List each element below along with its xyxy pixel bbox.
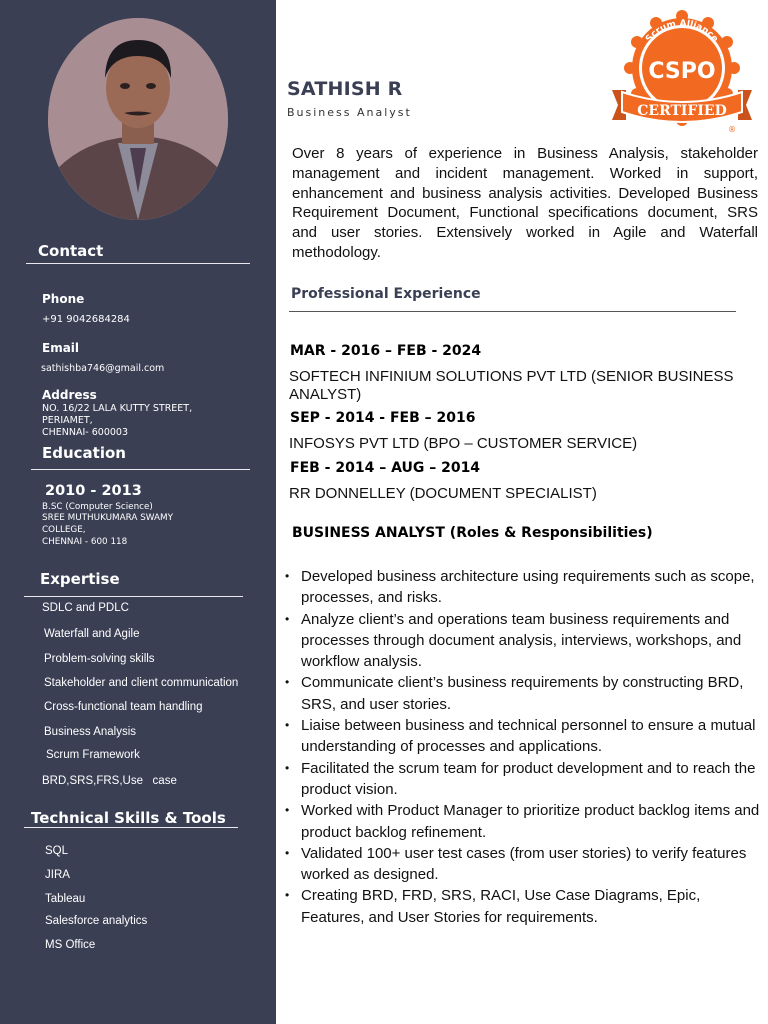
candidate-name: SATHISH R (287, 78, 403, 100)
job-company: SOFTECH INFINIUM SOLUTIONS PVT LTD (SENIOR BUSINESS ANALYST) (289, 368, 734, 403)
responsibility-text: Creating BRD, FRD, SRS, RACI, Use Case Diagrams, Epic, Features, and User Stories for requirements. (301, 887, 701, 926)
list-item (285, 800, 767, 843)
list-item (285, 758, 767, 801)
responsibility-text: Facilitated the scrum team for product development and to reach the product vision. (301, 759, 756, 798)
candidate-role: Business Analyst (287, 106, 412, 119)
bullet-icon: • (285, 760, 290, 775)
job-company: INFOSYS PVT LTD (BPO – CUSTOMER SERVICE) (289, 435, 638, 452)
phone-label: Phone (42, 292, 85, 306)
education-city: CHENNAI - 600 118 (42, 537, 128, 547)
bullet-icon: • (285, 888, 290, 903)
tool-item: Salesforce analytics (45, 915, 148, 927)
tools-heading: Technical Skills & Tools (31, 809, 226, 827)
tools-divider (24, 827, 238, 828)
list-item (285, 843, 767, 886)
expertise-item: Cross-functional team handling (44, 701, 203, 713)
list-item (285, 715, 767, 758)
address-line: PERIAMET, (42, 415, 93, 426)
phone-number: +91 9042684284 (42, 314, 130, 325)
responsibility-text: Communicate client’s business requirements by constructing BRD, SRS, and user stories. (301, 674, 744, 713)
bullet-icon: • (285, 569, 290, 583)
email-label: Email (42, 341, 80, 355)
job-period: FEB - 2014 – AUG – 2014 (290, 460, 481, 476)
responsibility-text: Liaise between business and technical personnel to ensure a mutual understanding of processes and applications. (301, 717, 756, 756)
expertise-heading: Expertise (40, 570, 120, 588)
bullet-icon: • (285, 718, 290, 733)
list-item (285, 566, 767, 609)
expertise-item: BRD,SRS,FRS,Use case (42, 775, 177, 787)
email-address: sathishba746@gmail.com (41, 363, 165, 374)
responsibility-text: Validated 100+ user test cases (from user stories) to verify features worked as designed. (301, 844, 747, 884)
responsibilities-list (285, 566, 767, 928)
tool-item: Tableau (45, 893, 86, 905)
professional-summary: Over 8 years of experience in Business Analysis, stakeholder management and incident management. Worked in support, enhancement and business analysis activities. Developed Business Requirement Document, Functional specifications document, SRS and user stories. Extensively worked in Agile and Waterfall methodology. (292, 145, 758, 261)
address-line: NO. 16/22 LALA KUTTY STREET, (42, 403, 193, 414)
education-years: 2010 - 2013 (45, 483, 142, 499)
contact-divider (26, 263, 250, 264)
address-line: CHENNAI- 600003 (42, 427, 129, 438)
responsibility-text: Analyze client’s and operations team business requirements and processes through document analysis, interviews, workshops, and workflow analysis. (301, 610, 742, 671)
list-item (285, 885, 767, 928)
expertise-item: Stakeholder and client communication (44, 677, 239, 689)
expertise-item: Waterfall and Agile (44, 628, 140, 640)
education-degree: B.SC (Computer Science) (42, 502, 153, 512)
profile-photo (48, 18, 228, 220)
badge-registered-mark: ® (728, 125, 736, 134)
job-company: RR DONNELLEY (DOCUMENT SPECIALIST) (289, 485, 597, 502)
bullet-icon: • (285, 803, 290, 818)
badge-ribbon-text: CERTIFIED (637, 103, 727, 119)
bullet-icon: • (285, 675, 290, 690)
list-item (285, 609, 767, 673)
expertise-item: Scrum Framework (46, 749, 140, 761)
education-college: COLLEGE, (42, 525, 86, 535)
responsibility-text: Developed business architecture using requirements such as scope, processes, and risks. (301, 568, 755, 607)
responsibilities-heading: BUSINESS ANALYST (Roles & Responsibilities) (292, 525, 653, 541)
badge-org: Scrum Alliance (644, 18, 720, 45)
profile-photo-image (48, 18, 228, 220)
expertise-item: Problem-solving skills (44, 653, 155, 665)
sidebar (0, 0, 276, 1024)
experience-divider (289, 311, 736, 312)
expertise-item: SDLC and PDLC (42, 602, 129, 614)
list-item (285, 672, 767, 715)
expertise-item: Business Analysis (44, 726, 137, 738)
address-label: Address (42, 388, 97, 402)
contact-heading: Contact (38, 242, 104, 260)
job-period: SEP - 2014 - FEB – 2016 (290, 410, 476, 426)
experience-heading: Professional Experience (291, 286, 481, 302)
job-period: MAR - 2016 – FEB - 2024 (290, 343, 482, 359)
education-college: SREE MUTHUKUMARA SWAMY (42, 513, 173, 523)
responsibility-text: Worked with Product Manager to prioritize product backlog items and product backlog refinement. (301, 802, 760, 841)
cspo-certified-badge (604, 10, 760, 134)
education-divider (31, 469, 250, 470)
expertise-divider (24, 596, 243, 597)
badge-title: CSPO (648, 59, 716, 84)
bullet-icon: • (285, 845, 290, 860)
badge-seal-icon (604, 10, 760, 134)
tool-item: JIRA (45, 869, 70, 881)
tool-item: SQL (45, 845, 69, 857)
education-heading: Education (42, 444, 126, 462)
tool-item: MS Office (45, 939, 96, 951)
bullet-icon: • (285, 611, 290, 626)
